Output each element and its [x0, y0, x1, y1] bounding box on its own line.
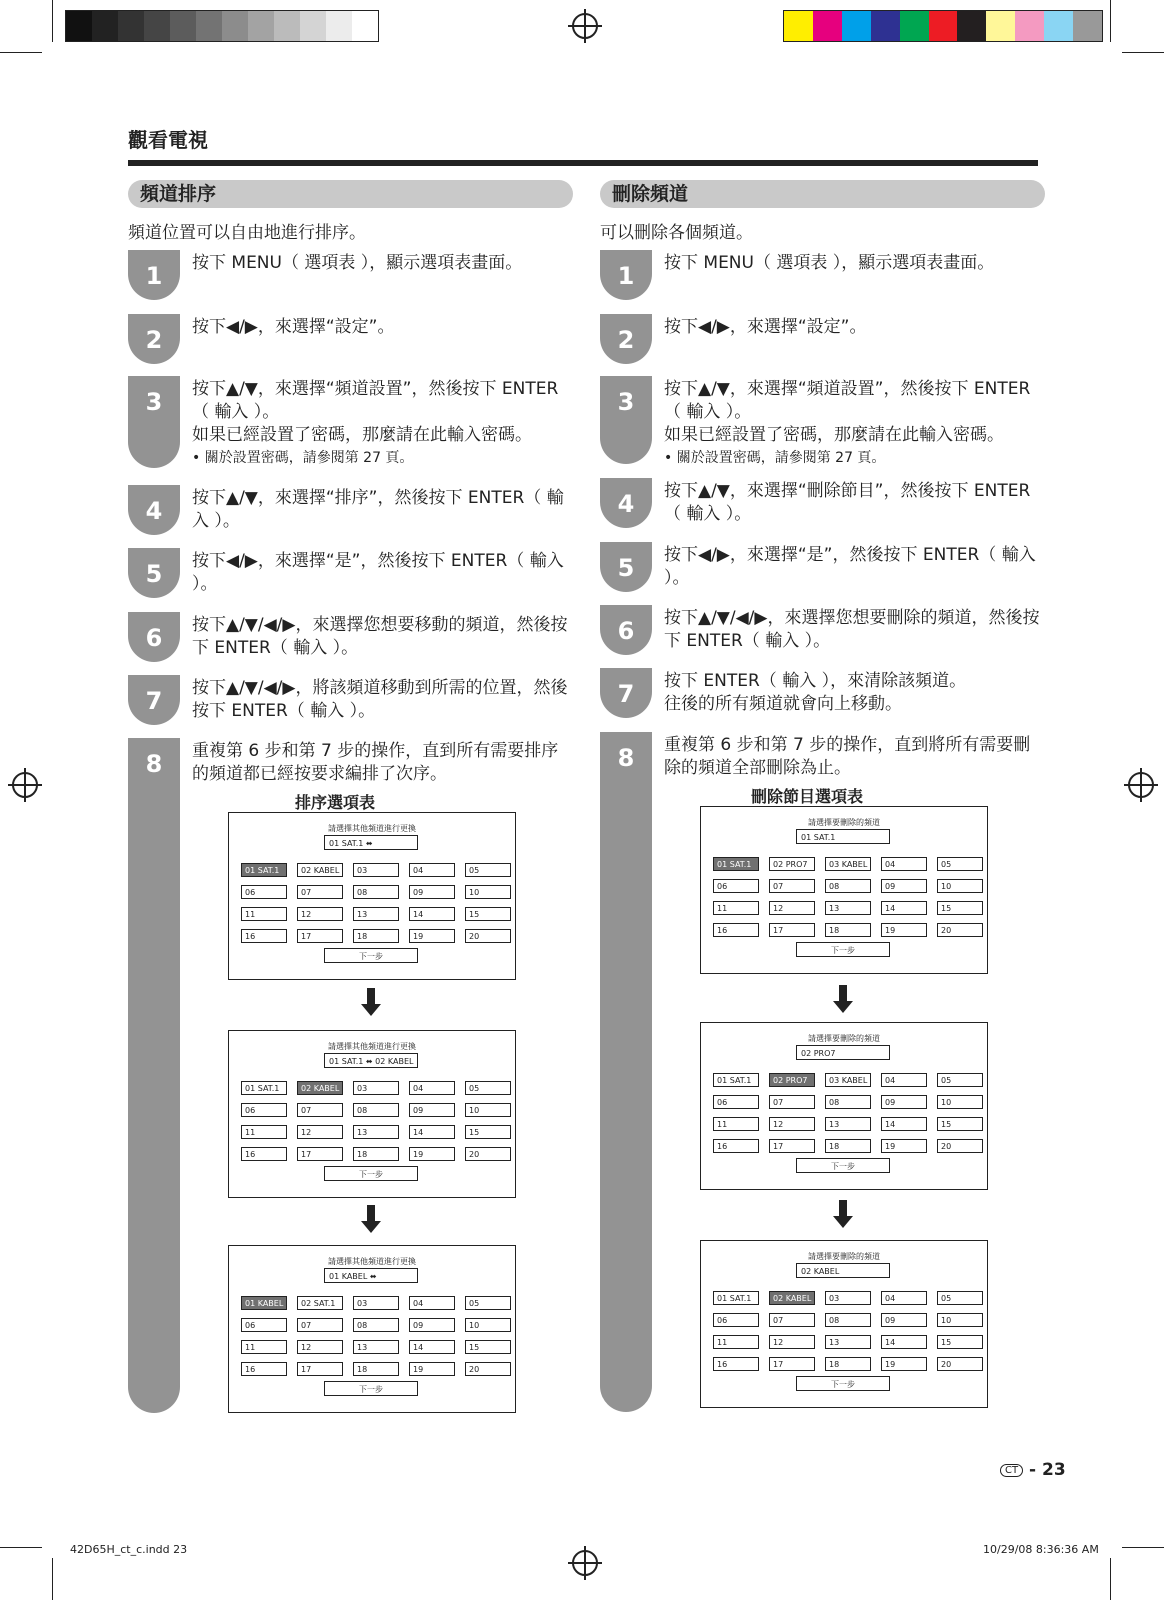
- section-delete-channel: [600, 180, 1045, 1389]
- channel-grid: [713, 857, 983, 937]
- step-number: 3: [145, 388, 163, 416]
- channel-cell[interactable]: 17: [297, 929, 343, 943]
- channel-cell[interactable]: 10: [465, 885, 511, 899]
- channel-cell[interactable]: 02 KABEL: [769, 1291, 815, 1305]
- channel-cell[interactable]: 01 SAT.1: [713, 857, 759, 871]
- channel-cell[interactable]: 05: [465, 1081, 511, 1095]
- swatch: [784, 11, 813, 41]
- channel-cell[interactable]: 14: [409, 1340, 455, 1354]
- step-text: [664, 607, 1044, 653]
- step-text: [664, 544, 1044, 590]
- channel-cell[interactable]: 07: [769, 1313, 815, 1327]
- selected-channel-field[interactable]: 01 SAT.1: [796, 829, 890, 844]
- grayscale-calibration-bar: [65, 10, 379, 42]
- step-instruction: 按下▲/▼，來選擇“頻道設置”，然後按下 ENTER（ 輸入 ）。: [664, 379, 1031, 422]
- menu-title: 刪除節目選項表: [750, 787, 863, 806]
- section-channel-sort: [128, 180, 573, 1394]
- channel-cell[interactable]: 05: [937, 1291, 983, 1305]
- channel-cell[interactable]: 15: [465, 907, 511, 921]
- footer-filename: 42D65H_ct_c.indd 23: [70, 1543, 188, 1556]
- menu-prompt: 請選擇要刪除的頻道: [808, 1034, 880, 1043]
- channel-cell[interactable]: 04: [409, 863, 455, 877]
- crop-mark: [0, 52, 42, 53]
- swatch: [842, 11, 871, 41]
- step-instruction-extra: 如果已經設置了密碼，那麼請在此輸入密碼。: [192, 425, 532, 445]
- color-calibration-bar: [783, 10, 1103, 42]
- step-instruction: 按下 MENU（ 選項表 ），顯示選項表畫面。: [664, 253, 995, 273]
- selected-channel-field[interactable]: 01 SAT.1 ⬌ 02 KABEL: [324, 1053, 418, 1068]
- channel-cell[interactable]: 14: [881, 1335, 927, 1349]
- channel-grid: [713, 1073, 983, 1153]
- step-note: • 關於設置密碼，請參閱第 27 頁。: [664, 450, 886, 466]
- channel-cell[interactable]: 16: [241, 1147, 287, 1161]
- step-number: 4: [617, 490, 635, 518]
- channel-cell[interactable]: 18: [353, 929, 399, 943]
- step-instruction: 按下▲/▼，來選擇“頻道設置”，然後按下 ENTER（ 輸入 ）。: [192, 379, 559, 422]
- step-text: [192, 677, 572, 723]
- section-intro: 頻道位置可以自由地進行排序。: [128, 223, 366, 243]
- swatch: [957, 11, 986, 41]
- step-instruction-extra: 如果已經設置了密碼，那麼請在此輸入密碼。: [664, 425, 1004, 445]
- crop-mark: [1122, 52, 1164, 53]
- channel-cell[interactable]: 11: [713, 901, 759, 915]
- crop-mark: [1110, 1558, 1111, 1600]
- channel-cell[interactable]: 17: [297, 1147, 343, 1161]
- channel-cell[interactable]: 09: [881, 879, 927, 893]
- swatch: [986, 11, 1015, 41]
- next-button[interactable]: 下一步: [796, 1376, 890, 1391]
- step-number: 8: [617, 744, 635, 772]
- channel-cell[interactable]: 11: [241, 1125, 287, 1139]
- swatch: [118, 11, 144, 41]
- section-title: 頻道排序: [128, 180, 573, 208]
- step-text: [192, 614, 572, 660]
- step-instruction: 按下▲/▼/◀/▶，來選擇您想要移動的頻道，然後按下 ENTER（ 輸入 ）。: [192, 615, 568, 658]
- channel-cell[interactable]: 08: [353, 1318, 399, 1332]
- swatch: [274, 11, 300, 41]
- step-instruction: 按下▲/▼，來選擇“刪除節目”，然後按下 ENTER（ 輸入 ）。: [664, 481, 1031, 524]
- channel-cell[interactable]: 12: [769, 901, 815, 915]
- channel-cell[interactable]: 13: [353, 907, 399, 921]
- swatch: [144, 11, 170, 41]
- channel-cell[interactable]: 05: [465, 863, 511, 877]
- step-number: 7: [617, 680, 635, 708]
- channel-cell[interactable]: 14: [881, 1117, 927, 1131]
- channel-cell[interactable]: 03: [825, 1291, 871, 1305]
- step-instruction: 按下◀/▶，來選擇“設定”。: [664, 317, 867, 337]
- step-number: 1: [145, 262, 163, 290]
- swatch: [1044, 11, 1073, 41]
- selected-channel-field[interactable]: 02 KABEL: [796, 1263, 890, 1278]
- channel-cell[interactable]: 11: [713, 1117, 759, 1131]
- selected-channel-field[interactable]: 01 SAT.1 ⬌: [324, 835, 418, 850]
- step-number: 6: [617, 617, 635, 645]
- swatch: [170, 11, 196, 41]
- channel-cell[interactable]: 01 SAT.1: [241, 863, 287, 877]
- step-text: [664, 734, 1044, 780]
- channel-cell[interactable]: 08: [353, 885, 399, 899]
- channel-cell[interactable]: 16: [713, 1357, 759, 1371]
- channel-cell[interactable]: 15: [465, 1340, 511, 1354]
- channel-cell[interactable]: 12: [769, 1335, 815, 1349]
- channel-cell[interactable]: 03 KABEL: [825, 857, 871, 871]
- channel-cell[interactable]: 07: [297, 885, 343, 899]
- channel-cell[interactable]: 03: [353, 1081, 399, 1095]
- menu-title: 排序選項表: [294, 793, 375, 812]
- step-text: [192, 487, 572, 533]
- channel-cell[interactable]: 01 SAT.1: [241, 1081, 287, 1095]
- header-rule: [128, 160, 1038, 166]
- channel-cell[interactable]: 06: [241, 885, 287, 899]
- crop-mark: [1122, 1547, 1164, 1548]
- channel-cell[interactable]: 01 SAT.1: [713, 1291, 759, 1305]
- channel-cell[interactable]: 19: [409, 1362, 455, 1376]
- step-instruction: 重複第 6 步和第 7 步的操作，直到所有需要排序的頻道都已經按要求編排了次序。: [192, 741, 559, 784]
- step-text: [192, 316, 572, 339]
- channel-cell[interactable]: 10: [937, 1313, 983, 1327]
- channel-cell[interactable]: 19: [881, 1139, 927, 1153]
- channel-cell[interactable]: 15: [937, 1335, 983, 1349]
- channel-cell[interactable]: 12: [297, 1125, 343, 1139]
- channel-cell[interactable]: 19: [409, 929, 455, 943]
- crop-mark: [0, 1547, 42, 1548]
- swatch: [196, 11, 222, 41]
- menu-screen: [228, 812, 516, 980]
- channel-cell[interactable]: 05: [937, 1073, 983, 1087]
- channel-cell[interactable]: 14: [881, 901, 927, 915]
- menu-screen: [700, 1022, 988, 1190]
- channel-cell[interactable]: 04: [881, 857, 927, 871]
- step-instruction: 按下 MENU（ 選項表 ），顯示選項表畫面。: [192, 253, 523, 273]
- page-title: 觀看電視: [128, 128, 208, 152]
- step-instruction-extra: 往後的所有頻道就會向上移動。: [664, 694, 902, 714]
- channel-grid: [713, 1291, 983, 1371]
- channel-cell[interactable]: 08: [353, 1103, 399, 1117]
- step-text: [664, 670, 1044, 716]
- step-text: [192, 550, 572, 596]
- channel-cell[interactable]: 18: [353, 1362, 399, 1376]
- channel-cell[interactable]: 11: [713, 1335, 759, 1349]
- step-instruction: 按下◀/▶，來選擇“設定”。: [192, 317, 395, 337]
- channel-cell[interactable]: 10: [937, 1095, 983, 1109]
- swatch: [1015, 11, 1044, 41]
- page-number: [1000, 1460, 1066, 1480]
- channel-cell[interactable]: 17: [769, 1357, 815, 1371]
- channel-cell[interactable]: 02 SAT.1: [297, 1296, 343, 1310]
- crop-mark: [52, 1558, 53, 1600]
- step-instruction: 按下▲/▼/◀/▶，將該頻道移動到所需的位置，然後按下 ENTER（ 輸入 ）。: [192, 678, 568, 721]
- region-badge: CT: [1000, 1464, 1023, 1477]
- channel-cell[interactable]: 01 SAT.1: [713, 1073, 759, 1087]
- channel-cell[interactable]: 06: [713, 1313, 759, 1327]
- channel-cell[interactable]: 20: [937, 1357, 983, 1371]
- channel-cell[interactable]: 08: [825, 1313, 871, 1327]
- step-text: [192, 378, 572, 470]
- channel-cell[interactable]: 11: [241, 907, 287, 921]
- channel-cell[interactable]: 06: [713, 1095, 759, 1109]
- channel-cell[interactable]: 18: [825, 1139, 871, 1153]
- swatch: [300, 11, 326, 41]
- channel-cell[interactable]: 18: [353, 1147, 399, 1161]
- crop-mark: [1110, 0, 1111, 42]
- channel-cell[interactable]: 15: [937, 1117, 983, 1131]
- channel-cell[interactable]: 20: [937, 1139, 983, 1153]
- step-number: 3: [617, 388, 635, 416]
- step-note: • 關於設置密碼，請參閱第 27 頁。: [192, 450, 414, 466]
- menu-prompt: 請選擇要刪除的頻道: [808, 1252, 880, 1261]
- channel-cell[interactable]: 03 KABEL: [825, 1073, 871, 1087]
- swatch: [929, 11, 958, 41]
- channel-cell[interactable]: 12: [297, 1340, 343, 1354]
- channel-cell[interactable]: 18: [825, 923, 871, 937]
- channel-cell[interactable]: 13: [825, 1117, 871, 1131]
- channel-cell[interactable]: 14: [409, 907, 455, 921]
- swatch: [352, 11, 378, 41]
- channel-cell[interactable]: 17: [769, 923, 815, 937]
- channel-cell[interactable]: 17: [769, 1139, 815, 1153]
- crop-mark: [52, 0, 53, 42]
- step-number: 5: [617, 554, 635, 582]
- channel-cell[interactable]: 04: [881, 1073, 927, 1087]
- step-number: 4: [145, 497, 163, 525]
- swatch: [66, 11, 92, 41]
- channel-cell[interactable]: 15: [937, 901, 983, 915]
- channel-cell[interactable]: 07: [769, 879, 815, 893]
- menu-prompt: 請選擇其他頻道進行更換: [328, 1042, 416, 1051]
- menu-prompt: 請選擇其他頻道進行更換: [328, 1257, 416, 1266]
- channel-cell[interactable]: 16: [713, 1139, 759, 1153]
- channel-cell[interactable]: 16: [713, 923, 759, 937]
- menu-prompt: 請選擇其他頻道進行更換: [328, 824, 416, 833]
- channel-cell[interactable]: 19: [881, 1357, 927, 1371]
- swatch: [326, 11, 352, 41]
- step-instruction: 按下◀/▶，來選擇“是”，然後按下 ENTER（ 輸入 ）。: [192, 551, 564, 594]
- channel-grid: [241, 1081, 511, 1161]
- channel-cell[interactable]: 20: [465, 1147, 511, 1161]
- channel-cell[interactable]: 02 PRO7: [769, 857, 815, 871]
- footer-timestamp: 10/29/08 8:36:36 AM: [983, 1543, 1099, 1556]
- channel-cell[interactable]: 15: [465, 1125, 511, 1139]
- channel-cell[interactable]: 13: [825, 1335, 871, 1349]
- next-button[interactable]: 下一步: [796, 1158, 890, 1173]
- step-marker: [128, 738, 180, 1413]
- step-number: 6: [145, 624, 163, 652]
- channel-cell[interactable]: 08: [825, 879, 871, 893]
- channel-cell[interactable]: 04: [409, 1296, 455, 1310]
- channel-cell[interactable]: 04: [881, 1291, 927, 1305]
- channel-cell[interactable]: 09: [881, 1095, 927, 1109]
- channel-cell[interactable]: 18: [825, 1357, 871, 1371]
- channel-cell[interactable]: 12: [297, 907, 343, 921]
- menu-screen: [700, 1240, 988, 1408]
- channel-cell[interactable]: 10: [465, 1318, 511, 1332]
- step-text: [664, 480, 1044, 526]
- channel-cell[interactable]: 20: [937, 923, 983, 937]
- page-number-value: 23: [1042, 1460, 1066, 1480]
- channel-grid: [241, 863, 511, 943]
- channel-cell[interactable]: 09: [409, 885, 455, 899]
- channel-cell[interactable]: 04: [409, 1081, 455, 1095]
- channel-cell[interactable]: 02 KABEL: [297, 1081, 343, 1095]
- selected-channel-field[interactable]: 01 KABEL ⬌: [324, 1268, 418, 1283]
- step-number: 2: [617, 326, 635, 354]
- registration-mark-icon: [572, 1550, 598, 1576]
- channel-cell[interactable]: 13: [353, 1340, 399, 1354]
- swatch: [248, 11, 274, 41]
- channel-cell[interactable]: 16: [241, 1362, 287, 1376]
- swatch: [222, 11, 248, 41]
- menu-prompt: 請選擇要刪除的頻道: [808, 818, 880, 827]
- channel-cell[interactable]: 16: [241, 929, 287, 943]
- step-number: 1: [617, 262, 635, 290]
- channel-cell[interactable]: 02 KABEL: [297, 863, 343, 877]
- step-text: [664, 252, 1044, 275]
- channel-cell[interactable]: 09: [409, 1318, 455, 1332]
- channel-cell[interactable]: 11: [241, 1340, 287, 1354]
- channel-cell[interactable]: 07: [769, 1095, 815, 1109]
- step-text: [192, 252, 572, 275]
- channel-cell[interactable]: 07: [297, 1103, 343, 1117]
- swatch: [1073, 11, 1102, 41]
- swatch: [871, 11, 900, 41]
- step-instruction: 重複第 6 步和第 7 步的操作，直到將所有需要刪除的頻道全部刪除為止。: [664, 735, 1031, 778]
- page-number-separator: -: [1029, 1460, 1037, 1480]
- step-number: 2: [145, 326, 163, 354]
- channel-cell[interactable]: 06: [241, 1103, 287, 1117]
- channel-cell[interactable]: 05: [937, 857, 983, 871]
- channel-cell[interactable]: 20: [465, 1362, 511, 1376]
- next-button[interactable]: 下一步: [324, 1166, 418, 1181]
- step-marker: [600, 732, 652, 1412]
- channel-cell[interactable]: 05: [465, 1296, 511, 1310]
- channel-cell[interactable]: 14: [409, 1125, 455, 1139]
- channel-cell[interactable]: 01 KABEL: [241, 1296, 287, 1310]
- channel-cell[interactable]: 13: [825, 901, 871, 915]
- channel-cell[interactable]: 06: [241, 1318, 287, 1332]
- channel-cell[interactable]: 13: [353, 1125, 399, 1139]
- channel-cell[interactable]: 03: [353, 1296, 399, 1310]
- channel-cell[interactable]: 12: [769, 1117, 815, 1131]
- menu-screen: [700, 806, 988, 974]
- step-text: [192, 740, 572, 786]
- channel-cell[interactable]: 09: [881, 1313, 927, 1327]
- swatch: [900, 11, 929, 41]
- channel-cell[interactable]: 17: [297, 1362, 343, 1376]
- channel-cell[interactable]: 08: [825, 1095, 871, 1109]
- step-instruction: 按下▲/▼/◀/▶，來選擇您想要刪除的頻道，然後按下 ENTER（ 輸入 ）。: [664, 608, 1040, 651]
- step-text: [664, 378, 1044, 470]
- channel-cell[interactable]: 19: [881, 923, 927, 937]
- step-number: 8: [145, 750, 163, 778]
- step-instruction: 按下 ENTER（ 輸入 ），來清除該頻道。: [664, 671, 967, 691]
- channel-grid: [241, 1296, 511, 1376]
- swatch: [813, 11, 842, 41]
- channel-cell[interactable]: 10: [465, 1103, 511, 1117]
- channel-cell[interactable]: 20: [465, 929, 511, 943]
- registration-mark-icon: [1128, 772, 1154, 798]
- channel-cell[interactable]: 06: [713, 879, 759, 893]
- next-button[interactable]: 下一步: [324, 1381, 418, 1396]
- menu-screen: [228, 1245, 516, 1413]
- menu-screen: [228, 1030, 516, 1198]
- section-title: 刪除頻道: [600, 180, 1045, 208]
- selected-channel-field[interactable]: 02 PRO7: [796, 1045, 890, 1060]
- step-text: [664, 316, 1044, 339]
- swatch: [92, 11, 118, 41]
- channel-cell[interactable]: 03: [353, 863, 399, 877]
- next-button[interactable]: 下一步: [324, 948, 418, 963]
- next-button[interactable]: 下一步: [796, 942, 890, 957]
- step-instruction: 按下▲/▼，來選擇“排序”，然後按下 ENTER（ 輸入 ）。: [192, 488, 564, 531]
- channel-cell[interactable]: 07: [297, 1318, 343, 1332]
- registration-mark-icon: [12, 772, 38, 798]
- registration-mark-icon: [572, 13, 598, 39]
- section-intro: 可以刪除各個頻道。: [600, 223, 753, 243]
- step-instruction: 按下◀/▶，來選擇“是”，然後按下 ENTER（ 輸入 ）。: [664, 545, 1036, 588]
- step-number: 5: [145, 560, 163, 588]
- channel-cell[interactable]: 10: [937, 879, 983, 893]
- channel-cell[interactable]: 09: [409, 1103, 455, 1117]
- channel-cell[interactable]: 19: [409, 1147, 455, 1161]
- step-number: 7: [145, 687, 163, 715]
- channel-cell[interactable]: 02 PRO7: [769, 1073, 815, 1087]
